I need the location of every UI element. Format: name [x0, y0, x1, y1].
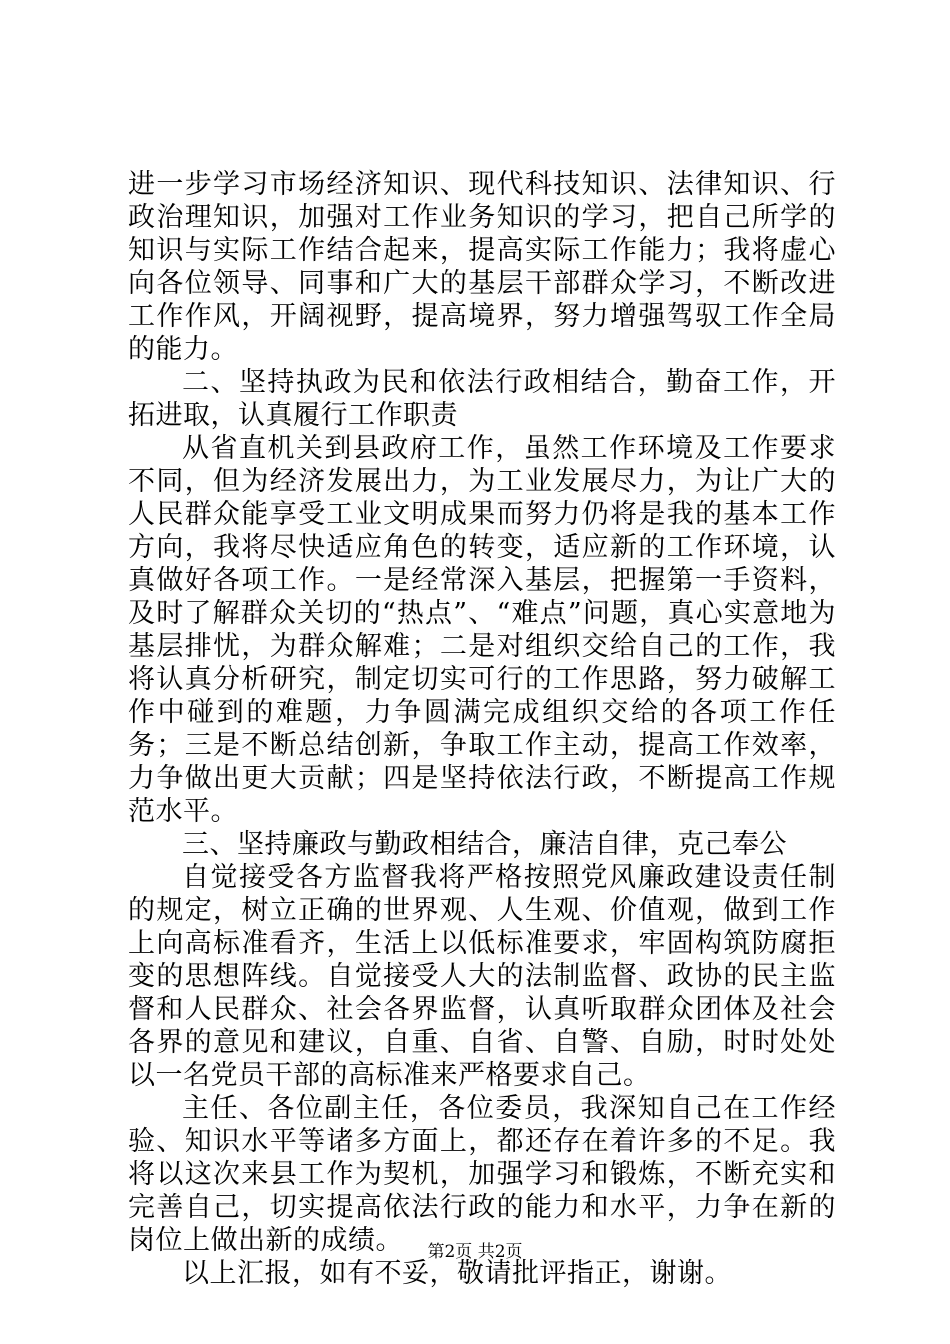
document-body	[128, 168, 836, 1290]
paragraph-closing-remarks: 主任、各位副主任，各位委员，我深知自己在工作经验、知识水平等诸多方面上，都还存在着许多的不足。我将以这次来县工作为契机，加强学习和锻炼，不断充实和完善自己，切实提高依法行政的能力和水平，力争在新的岗位上做出新的成绩。	[128, 1093, 836, 1256]
heading-section-three: 三、坚持廉政与勤政相结合，廉洁自律，克己奉公	[182, 829, 787, 860]
paragraph-study: 进一步学习市场经济知识、现代科技知识、法律知识、行政治理知识，加强对工作业务知识的学习，把自己所学的知识与实际工作结合起来，提高实际工作能力；我将虚心向各位领导、同事和广大的基层干部群众学习，不断改进工作作风，开阔视野，提高境界，努力增强驾驭工作全局的能力。	[128, 169, 836, 365]
paragraph-work-duties: 从省直机关到县政府工作，虽然工作环境及工作要求不同，但为经济发展出力，为工业发展尽力，为让广大的人民群众能享受工业文明成果而努力仍将是我的基本工作方向，我将尽快适应角色的转变，适应新的工作环境，认真做好各项工作。一是经常深入基层，把握第一手资料，及时了解群众关切的“热点”、“难点”问题，真心实意地为基层排忧，为群众解难；二是对组织交给自己的工作，我将认真分析研究，制定切实可行的工作思路，努力破解工作中碰到的难题，力争圆满完成组织交给的各项工作任务；三是不断总结创新，争取工作主动，提高工作效率，力争做出更大贡献；四是坚持依法行政，不断提高工作规范水平。	[128, 433, 836, 827]
page-number-footer: 第2页 共2页	[427, 1242, 523, 1262]
paragraph-final-thanks: 以上汇报，如有不妥，敬请批评指正，谢谢。	[182, 1258, 732, 1289]
paragraph-integrity: 自觉接受各方监督我将严格按照党风廉政建设责任制的规定，树立正确的世界观、人生观、价值观，做到工作上向高标准看齐，生活上以低标准要求，牢固构筑防腐拒变的思想阵线。自觉接受人大的法制监督、政协的民主监督和人民群众、社会各界监督，认真听取群众团体及社会各界的意见和建议，自重、自省、自警、自励，时时处处以一名党员干部的高标准来严格要求自己。	[128, 862, 836, 1091]
heading-section-two: 二、坚持执政为民和依法行政相结合，勤奋工作，开拓进取，认真履行工作职责	[128, 367, 836, 431]
